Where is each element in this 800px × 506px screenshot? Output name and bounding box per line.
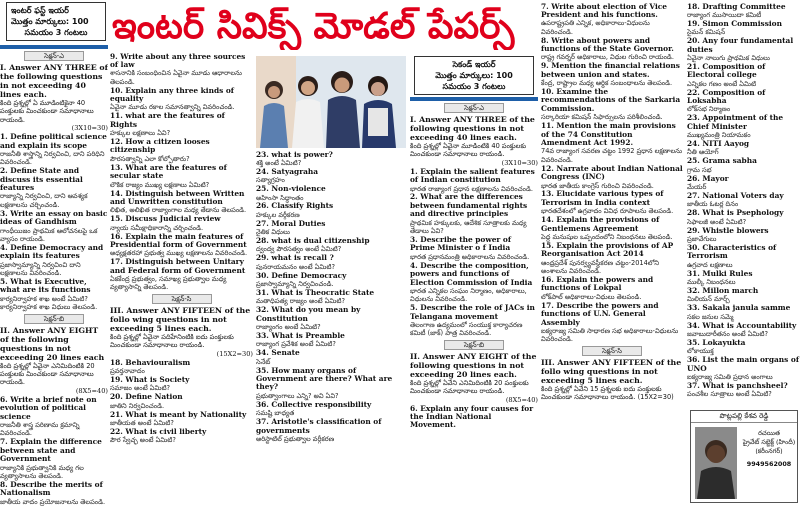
question: 23. what is power? శక్తి అంటే ఏమిటి?: [256, 150, 333, 167]
second-year-info-box: [414, 56, 534, 95]
students-illustration: [256, 56, 406, 148]
question: 4. Describe the composition, powers and functions of Election Commission of India భారత ఎన్నికల సంఘం నిర్మాణం, అధికారాలు, విధులను వివరించండి.: [410, 260, 533, 304]
question: 36. Collective responsibility సమష్టి బాధ్యత: [256, 399, 372, 418]
question: 22. What is civil liberty పౌర స్వేచ్ఛ అంటే ఏమిటి?: [110, 426, 207, 445]
question: 18. Drafting Committee రాజ్యాంగ ముసాయిదా కమిటీ: [687, 2, 786, 19]
question: 7. Write about election of Vice President and his functions. ఉపరాష్ట్రపతి ఎన్నిక, అధికారాలు-విధులను వివరించండి.: [541, 2, 667, 36]
author-place: (కరీంనగర్): [755, 447, 783, 455]
page-title: ఇంటర్ సివిక్స్ మోడల్ పేపర్స్: [112, 6, 515, 47]
question: 4. Define Democracy and explain its features ప్రజాస్వామ్యాన్ని నిర్వచించి దాని లక్షణాలను వివరించండి.: [0, 242, 104, 278]
question: 5. Describe the role of JACs in Telangana movement తెలంగాణ ఉద్యమంలో సంయుక్త కార్యాచరణ కమిటీ (జాక్) పాత్ర వివరించండి.: [410, 303, 535, 338]
question: 5. What is Executive, what are its functions కార్యనిర్వాహక శాఖ అంటే ఏమిటి? కార్యనిర్వాహక శాఖ విధులు తెలపండి.: [0, 277, 98, 312]
question: 32. What do you mean by Constitution రాజ్యాంగం అంటే ఏమిటి?: [256, 305, 361, 332]
question: 31. What is Theocratic State మతాధిపత్య రాజ్యం అంటే ఏమిటి?: [256, 288, 375, 306]
question: 13. Elucidate various types of Terrorism in India context భారతదేశంలో ఉగ్రవాదం వివిధ రూపాలను తెలపండి.: [541, 189, 674, 216]
question: 7. Explain the difference between state and Government రాజ్యానికి ప్రభుత్వానికి మధ్య గల వ్యత్యాసాలను తెలపండి.: [0, 437, 102, 480]
question: 24. NITI Aayog నీతి ఆయోగ్: [687, 139, 750, 157]
instruction-2-te: కింది ప్రశ్నల్లో ఏవేని ఎనిమిదింటికి 20 పంక్తులకు మించకుండా సమాధానాలు రాయండి.: [410, 378, 529, 396]
instruction-1: I. Answer ANY THREE of the following questions in not exceeding 40 lines each.: [0, 63, 108, 99]
author-portrait: [695, 427, 737, 499]
question: 23. Appointment of the Chief Minister ముఖ్యమంత్రి నియామకం: [687, 113, 784, 140]
question: 35. Lokayukta లోకాయుక్త: [687, 337, 746, 356]
question: 11. Mention the main provisions of the 74 Constitution Amendment Act 1992. 74వ రాజ్యాంగ సవరణ చట్టం 1992 ప్రధాన లక్షణాలను వివరించండి.: [541, 121, 683, 164]
section-c-label: సెక్షన్-సి: [152, 294, 212, 304]
question: 37. What is panchsheel? పంచశీల సూత్రాలు అంటే ఏమిటి?: [687, 380, 788, 399]
section-a-label: సెక్షన్-ఎ: [24, 51, 84, 61]
column-4: [410, 56, 538, 505]
question: 14. Explain the provisions of Gentlemens Agreement పెద్ద మనుషుల ఒప్పందంలోని నిబంధనలు తెలపండి.: [541, 215, 673, 241]
question: 33. What is Preamble రాజ్యాంగ ప్రవేశిక అంటే ఏమిటి?: [256, 331, 345, 349]
question: 35. How many organs of Government are there? What are they? ప్రభుత్వాంగాలు ఎన్ని? అవి ఏవి?: [256, 365, 393, 400]
question: 37. Aristotle's classification of governments అరిస్టాటిల్ ప్రభుత్వాల వర్గీకరణ: [256, 417, 382, 443]
column-2: [110, 52, 253, 505]
question: 14. Distinguish between Written and Unwritten constitution లిఖిత, అలిఖిత రాజ్యాంగాల మధ్య తేడాను తెలపండి.: [110, 188, 247, 215]
instruction-2: II. Answer ANY EIGHT of the following questions in not exceeding 20 lines each: [0, 325, 105, 362]
question: 20. Any four fundamental duties ఏవైనా నాలుగు ప్రాథమిక విధులు: [687, 36, 794, 62]
students-photo: [256, 56, 406, 148]
question: 15. Discuss Judicial review న్యాయ సమీక్షాధికారాన్ని చర్చించండి.: [110, 214, 221, 232]
question: 21. What is meant by Nationality జాతీయత అంటే ఏమిటి?: [110, 409, 247, 427]
question: 15. Explain the provisions of AP Reorganisation Act 2014 ఆంధ్రప్రదేశ్ పునర్వ్యవస్థీకరణ చట్టం-2014లోని అంశాలను వివరించండి.: [541, 240, 674, 276]
marks-3: (15X2=30): [216, 349, 253, 358]
question: 2. What are the differences between fundamental rights and directive principles ప్రాథమిక హక్కులకు, ఆదేశిక సూత్రాలకు మధ్య తేడాలు ఏవి?: [410, 192, 528, 236]
question: 16. Explain the powers and functions of Lokpal లోక్‌పాల్ అధికారాలు-విధులు తెలపండి.: [541, 275, 654, 301]
question: 9. Write about any three sources of law శాసనానికి సంబంధించిన ఏవైనా మూడు ఆధారాలను తెలపండి.: [110, 52, 246, 86]
instruction-2-te: కింది ప్రశ్నల్లో ఏవైనా ఎనిమిదింటికి 20 పంక్తులకు మించకుండా సమాధానాలు రాయండి.: [0, 361, 95, 387]
author-role: రచయిత: [758, 429, 780, 437]
question: 10. Examine the recommendations of the Sarkaria Commission. సర్కారియా కమిషన్ సిఫార్సులను పరిశీలించండి.: [541, 87, 681, 122]
section-a-label: సెక్షన్-ఎ: [444, 103, 504, 113]
first-year-label: ఇంటర్ ఫస్ట్ ఇయర్: [11, 6, 69, 15]
instruction-3-te: కింది ప్రశ్నల్లో ఏవేని 15 ప్రశ్నలకు ఐదు పంక్తులకు మించకుండా సమాధానాలు రాయండి. (15X2=30): [541, 384, 674, 402]
question: 27. National Voters day జాతీయ ఓటర్ల దినం: [687, 190, 784, 209]
question: 6. Write a brief note on evolution of political science రాజనీతి శాస్త్ర పరిణామ క్రమాన్ని వివరించండి.: [0, 394, 97, 438]
author-photo: [695, 427, 737, 499]
section-c-label: సెక్షన్-సి: [582, 346, 642, 356]
instruction-1-te: కింది ప్రశ్నల్లో ఏ మూడింటికైనా 40 పంక్తులకు మించకుండా సమాధానాలు రాయండి.: [0, 99, 94, 124]
question: 8. Write about powers and functions of the State Governor. రాష్ట్ర గవర్నర్ అధికారాలు, విధుల గురించి రాయండి.: [541, 35, 674, 62]
question: 12. How a citizen looses citizenship పౌరసత్వాన్ని ఎలా కోల్పోతారు?: [110, 137, 210, 163]
first-year-time: సమయం 3 గంటలు: [24, 28, 88, 37]
column-1: [0, 0, 108, 506]
instruction-1-te: కింది ప్రశ్నల్లో ఏవైనా మూడింటికి 40 పంక్తులకు మించకుండా సమాధానాలు రాయండి.: [410, 142, 527, 159]
question: 11. what are the features of Rights హక్కుల లక్షణాలు ఏవి?: [110, 111, 225, 138]
question: 8. Describe the merits of Nationalism జాతీయ వాదం ప్రయోజనాలను తెలపండి.: [0, 479, 106, 506]
question: 10. Explain any three kinds of equality ఏవైనా మూడు రకాల సమానత్వాన్ని వివరించండి.: [110, 85, 235, 112]
column-5: [541, 2, 683, 505]
second-year-marks: మొత్తం మార్కులు: 100: [435, 71, 513, 80]
instruction-3: III. Answer ANY FIFTEEN of the follo wing questions in not exceeding 5 lines each.: [110, 305, 251, 333]
question: 2. Define State and discuss its essential features రాజ్యాన్ని నిర్వచించి, దాని ఆవశ్యక లక్షణాలను చర్చించండి.: [0, 166, 88, 209]
author-name: పొట్లపల్లి కేశవ రెడ్డి: [691, 411, 797, 423]
question: 25. Non-violence అహింసా సిద్ధాంతం: [256, 184, 326, 202]
question: 26. Mayor మేయర్: [687, 173, 729, 192]
section-b-label: సెక్షన్-బి: [24, 314, 84, 324]
question: 28. what is dual citizenship ద్వంద్వ పౌరసత్వం అంటే ఏమిటి?: [256, 236, 370, 254]
question: 19. Simon Commission సైమన్ కమిషన్: [687, 18, 782, 37]
marks-1: (3X10=30): [501, 158, 538, 167]
instruction-2: II. Answer ANY EIGHT of the following questions in not exceeding 20 lines each.: [410, 351, 537, 379]
question: 29. Whistle blowers ప్రజావేగులు: [687, 225, 769, 243]
first-year-info-box: [6, 2, 106, 41]
question: 34. What is Accountability జవాబుదారీతనం అంటే ఏమిటి?: [687, 320, 797, 338]
author-subject: ప్రైవేట్ సబ్జెక్ట్ (హిందీ): [742, 438, 796, 446]
question: 30. Characteristics of Terrorism ఉగ్రవాద లక్షణాలు: [687, 242, 777, 269]
question: 13. What are the features of secular state లౌకిక రాజ్యం ముఖ్య లక్షణాలు ఏమిటి?: [110, 162, 227, 189]
question: 17. Distinguish between Unitary and Federal form of Government ఏకకేంద్ర ప్రభుత్వం, సమాఖ్య ప్రభుత్వాల మధ్య వ్యత్యాసాన్ని తెలపండి.: [110, 257, 246, 292]
question: 26. Classify Rights హక్కుల వర్గీకరణ: [256, 201, 334, 219]
author-box: [690, 410, 798, 503]
question: 12. Narrate about Indian National Congress (INC) భారత జాతీయ కాంగ్రెస్ గురించి వివరించండి.: [541, 163, 683, 190]
question: 3. Write an essay on basic ideas of Gandhism గాంధీయిజం ప్రాథమిక ఆలోచనలపై ఒక వ్యాసం రాయండి.: [0, 208, 108, 243]
marks-2: (8X5=40): [505, 395, 538, 404]
second-year-time: సమయం 3 గంటలు: [442, 82, 506, 91]
question: 16. Explain the main features of Presidential form of Government అధ్యక్షతరహా ప్రభుత్వ ముఖ్య లక్షణాలను వివరించండి.: [110, 231, 248, 258]
instruction-3: III. Answer ANY FIFTEEN of the follo wing questions in not exceeding 5 lines each.: [541, 357, 682, 385]
question: 31. Mulki Rules ముల్కీ నిబంధనలు: [687, 268, 753, 286]
question: 36. List the main organs of UNO ఐక్యరాజ్య సమితి ప్రధాన అంగాలు: [687, 355, 800, 381]
question: 22. Composition of Loksabha లోక్‌సభ నిర్మాణం: [687, 87, 766, 114]
question: 25. Grama sabha గ్రామ సభ: [687, 156, 757, 174]
question: 28. What is Psephology సెఫాలజీ అంటే ఏమిటి?: [687, 208, 784, 226]
marks-1: (3X10=30): [71, 124, 108, 133]
question: 17. Describe the powers and functions of U.N. General Assembly ఐక్యరాజ్య సమితి సాధారణ సభ అధికారాలు-విధులను వివరించండి.: [541, 300, 679, 344]
column-3: [256, 150, 408, 505]
question: 1. Explain the salient features of Indian constitution భారత రాజ్యాంగ ప్రధాన లక్షణాలను వివరించండి.: [410, 166, 535, 193]
question: 24. Satyagraha సత్యాగ్రహం: [256, 166, 319, 185]
question: 33. Sakala janula samme సకల జనుల సమ్మె: [687, 303, 791, 321]
question: 20. Define Nation జాతిని నిర్వచించండి.: [110, 392, 183, 410]
question: 1. Define political science and explain its scope రాజనీతి శాస్త్రాన్ని నిర్వచించి, దాని పరిధిని వివరించండి.: [0, 132, 107, 167]
question: 21. Composition of Electoral college ఎన్నికల గణం అంటే ఏమిటి: [687, 61, 766, 88]
question: 27. Moral Duties నైతిక విధులు: [256, 218, 326, 237]
author-phone: 9949562008: [746, 460, 792, 468]
marks-2: (8X5=40): [75, 386, 108, 395]
question: 32. Millon march మిలియన్ మార్చ్: [687, 285, 759, 304]
question: 9. Mention the financial relations between union and states. కేంద్ర, రాష్ట్రాల మధ్య ఆర్థిక సంబంధాలను తెలపండి.: [541, 61, 680, 88]
instruction-1: I. Answer ANY THREE of the following questions in not exceeding 40 lines each.: [410, 115, 535, 142]
question: 34. Senate సెనేట్: [256, 348, 300, 366]
second-year-label: సెకండ్ ఇయర్: [452, 60, 496, 69]
question: 18. Behaviouralism ప్రవర్తనావాదం: [110, 357, 191, 375]
question: 19. What is Society సమాజం అంటే ఏమిటి?: [110, 374, 190, 393]
instruction-3-te: కింది ప్రశ్నల్లో ఏవైనా పదిహేనింటికి ఐదు పంక్తులకు మించకుండా సమాధానాలు రాయండి.: [110, 332, 234, 350]
question: 3. Describe the power of Prime Minister o f India భారత ప్రధానమంత్రి అధికారాలను వివరించండి.: [410, 234, 530, 261]
question: 6. Explain any four causes for the Indian National Movement.: [410, 403, 534, 430]
first-year-marks: మొత్తం మార్కులు: 100: [11, 17, 89, 26]
question: 29. what is recall ? పునరాయమనం అంటే ఏమిటి?: [256, 253, 335, 271]
section-b-label: సెక్షన్-బి: [444, 340, 504, 350]
question: 30. Define Democracy ప్రజాస్వామ్యాన్ని నిర్వచించండి.: [256, 270, 347, 289]
